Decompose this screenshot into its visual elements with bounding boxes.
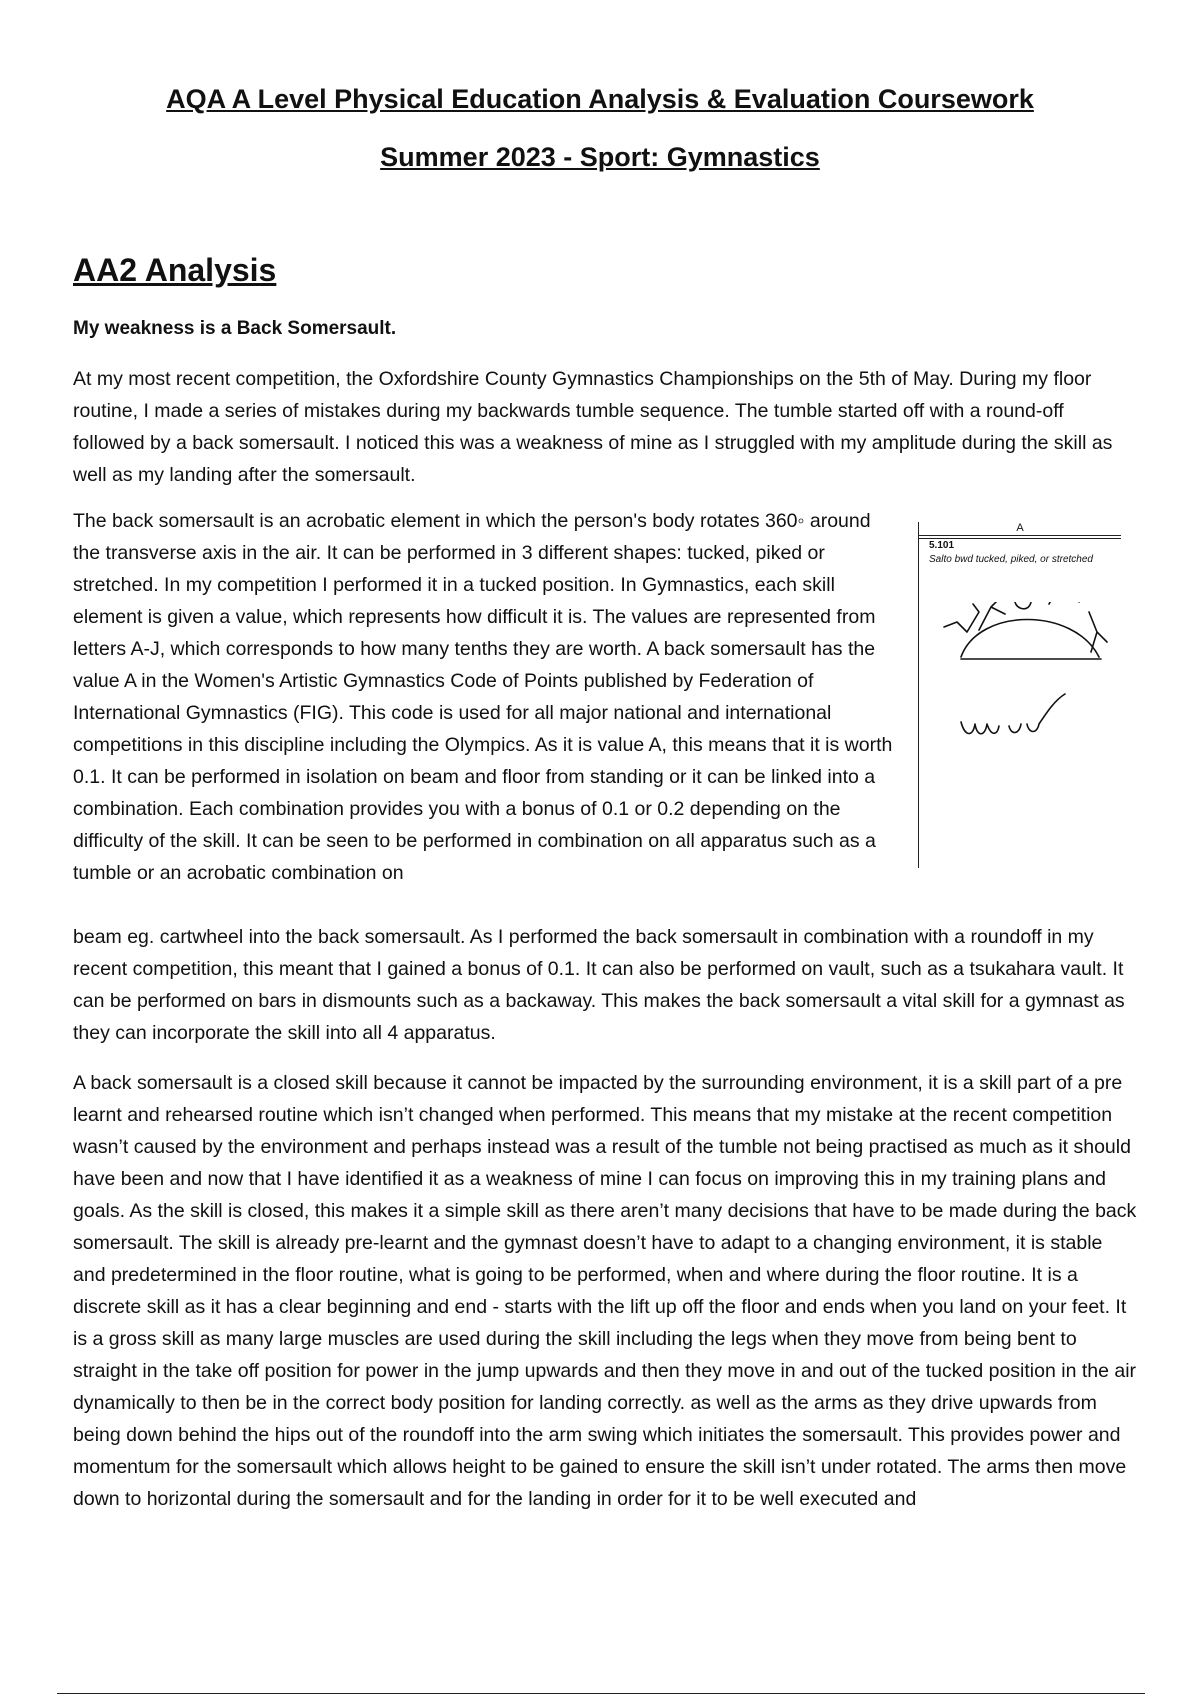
figure-top-rule [919,535,1121,536]
drawing-figure-tuck [1011,602,1031,609]
figure-element-description: Salto bwd tucked, piked, or stretched [929,554,1093,565]
drawing-figure-start [944,604,979,632]
paragraph-skill-description: The back somersault is an acrobatic element in which the person's body rotates 360◦ around the transverse axis in the air. It can be performed in 3 different shapes: tucked, piked or stretched. In my competition I performed it in a tucked position. In Gymnastics, each skill element is given a value, which represents how difficult it is. The values are represented from letters A-J, which corresponds to how many tenths they are worth. A back somersault has the value A in the Women's Artistic Gymnastics Code of Points published by Federation of International Gymnastics (FIG). This code is used for all major national and international competitions in this discipline including the Olympics. As it is value A, this means that it is worth 0.1. It can be performed in isolation on beam and floor from standing or it can be linked into a combination. Each combination provides you with a bonus of 0.1 or 0.2 depending on the difficulty of the skill. It can be seen to be performed in combination on all apparatus such as a tumble or an acrobatic combination on [73,510,893,884]
code-of-points-figure [918,522,1121,868]
page-bottom-rule [57,1693,1145,1694]
somersault-drawing [939,602,1114,762]
paragraph-skill-classification: A back somersault is a closed skill because it cannot be impacted by the surrounding environment, it is a skill part of a pre learnt and rehearsed routine which isn’t changed when performed. This means that my mistake at the recent competition wasn’t caused by the environment and perhaps instead was a result of the tumble not being practised as much as it should have been and now that I have identified it as a weakness of mine I can focus on improving this in my training plans and goals. As the skill is closed, this makes it a simple skill as there aren’t many decisions that have to be made during the back somersault. The skill is already pre-learnt and the gymnast doesn’t have to adapt to a changing environment, it is stable and predetermined in the floor routine, what is going to be performed, when and where during the floor routine. It is a discrete skill as it has a clear beginning and end - starts with the lift up off the floor and ends when you land on your feet. It is a gross skill as many large muscles are used during the skill including the legs when they move from being bent to straight in the take off position for power in the jump upwards and then they move in and out of the tucked position in the air dynamically to then be in the correct body position for landing correctly. as well as the arms as they drive upwards from being down behind the hips out of the roundoff into the arm swing which initiates the somersault. This provides power and momentum for the somersault which allows height to be gained to ensure the skill isn’t under rotated. The arms then move down to horizontal during the somersault and for the landing in order for it to be well executed and [73,1072,1137,1510]
figure-top-rule-2 [919,538,1121,539]
weakness-statement: My weakness is a Back Somersault. [73,318,397,339]
document-subtitle: Summer 2023 - Sport: Gymnastics [380,142,820,172]
paragraph-competition: At my most recent competition, the Oxfordshire County Gymnastics Championships on the 5th of May. During my floor routine, I made a series of mistakes during my backwards tumble sequence. The tumble started off with a round-off followed by a back somersault. I noticed this was a weakness of mine as I struggled with my amplitude during the skill as well as my landing after the somersault. [73,368,1113,486]
figure-element-code: 5.101 [929,540,955,551]
drawing-shape-row [961,694,1065,734]
section-heading: AA2 Analysis [73,252,277,288]
paragraph-skill-combinations: beam eg. cartwheel into the back somersault. As I performed the back somersault in combination with a roundoff in my recent competition, this meant that I gained a bonus of 0.1. It can also be performed on vault, such as a tsukahara vault. It can be performed on bars in dismounts such as a backaway. This makes the back somersault a vital skill for a gymnast as they can incorporate the skill into all 4 apparatus. [73,926,1125,1044]
figure-value-letter: A [1016,522,1024,534]
document-title: AQA A Level Physical Education Analysis & Evaluation Coursework [166,84,1034,114]
title-block [0,70,1200,186]
drawing-figure-top [1037,602,1057,604]
